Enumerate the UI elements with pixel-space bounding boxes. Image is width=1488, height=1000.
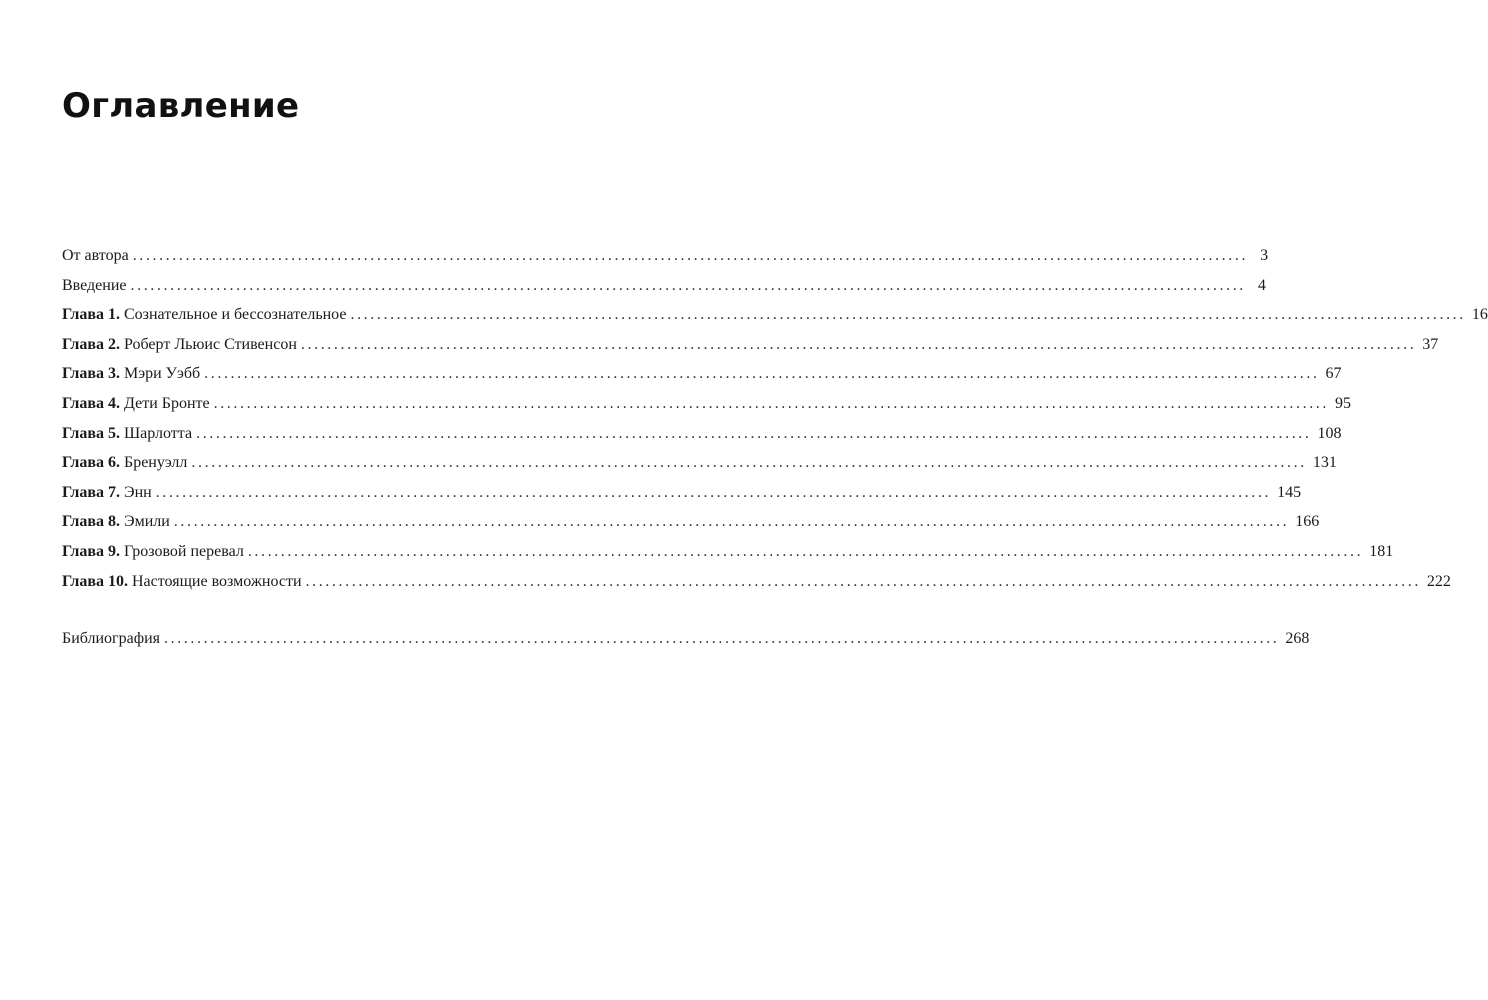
toc-entry-label: От автора — [62, 247, 129, 264]
toc-entry-chapter-9[interactable] — [62, 537, 1394, 567]
chapter-title: Эмили — [124, 513, 170, 531]
toc-page-number: 37 — [1422, 335, 1439, 353]
toc-entry-chapter-8[interactable] — [62, 507, 1320, 537]
toc-entry-label — [62, 300, 346, 330]
toc-entry-label — [62, 507, 170, 537]
toc-page-number: 181 — [1369, 542, 1394, 560]
toc-page-number: 166 — [1295, 513, 1320, 531]
toc-page-number: 145 — [1277, 483, 1302, 501]
chapter-title: Сознательное и бессознательное — [124, 306, 347, 324]
toc-page-number: 67 — [1325, 365, 1342, 383]
toc-page-number: 268 — [1285, 630, 1310, 648]
dot-leader: ......................................................................................................................................................................... — [196, 424, 1312, 442]
toc-entry-chapter-2[interactable] — [62, 330, 1439, 360]
chapter-number: Глава 4. — [62, 394, 120, 412]
chapter-title: Роберт Льюис Стивенсон — [124, 335, 297, 353]
chapter-title: Шарлотта — [124, 424, 193, 442]
chapter-number: Глава 6. — [62, 454, 120, 472]
dot-leader: ......................................................................................................................................................................... — [213, 394, 1330, 412]
toc-page-number: 131 — [1312, 454, 1337, 472]
toc-entry-introduction[interactable] — [62, 271, 1266, 301]
toc-entry-from-author[interactable] — [62, 241, 1269, 271]
toc-entry-label — [62, 448, 187, 478]
chapter-title: Настоящие возможности — [132, 572, 302, 590]
chapter-number: Глава 8. — [62, 513, 120, 531]
toc-page-number: 4 — [1257, 276, 1266, 294]
chapter-title: Бренуэлл — [124, 454, 188, 472]
dot-leader: ......................................................................................................................................................................... — [350, 306, 1466, 324]
toc-entry-label — [62, 478, 152, 508]
chapter-title: Энн — [124, 483, 152, 501]
toc-entry-label — [62, 419, 192, 449]
chapter-number: Глава 1. — [62, 306, 120, 324]
dot-leader: ......................................................................................................................................................................... — [191, 454, 1307, 472]
dot-leader: ......................................................................................................................................................................... — [130, 276, 1246, 294]
toc-entry-label — [62, 389, 210, 419]
chapter-number: Глава 10. — [62, 572, 128, 590]
chapter-title: Грозовой перевал — [124, 542, 244, 560]
toc-entry-chapter-4[interactable] — [62, 389, 1352, 419]
toc-entry-label — [62, 567, 302, 597]
chapter-title: Мэри Уэбб — [124, 365, 201, 383]
chapter-number: Глава 3. — [62, 365, 120, 383]
dot-leader: ......................................................................................................................................................................... — [155, 483, 1272, 501]
toc-entry-label — [62, 330, 297, 360]
chapter-number: Глава 9. — [62, 542, 120, 560]
toc-entry-label: Введение — [62, 276, 127, 294]
dot-leader: ......................................................................................................................................................................... — [300, 335, 1417, 353]
toc-page-number: 222 — [1426, 572, 1451, 590]
toc-entry-chapter-1[interactable] — [62, 300, 1488, 330]
page-title: Оглавление — [62, 86, 300, 126]
toc-entry-chapter-6[interactable] — [62, 448, 1337, 478]
chapter-number: Глава 5. — [62, 424, 120, 442]
toc-page-number: 95 — [1335, 394, 1352, 412]
toc-page-number: 16 — [1471, 306, 1488, 324]
dot-leader: ......................................................................................................................................................................... — [305, 572, 1421, 590]
dot-leader: ......................................................................................................................................................................... — [247, 542, 1364, 560]
toc-entry-chapter-10[interactable] — [62, 567, 1451, 597]
toc-entry-chapter-3[interactable] — [62, 359, 1342, 389]
toc-entry-label: Библиография — [62, 630, 160, 648]
dot-leader: ......................................................................................................................................................................... — [204, 365, 1320, 383]
table-of-contents — [62, 241, 1488, 654]
toc-entry-label — [62, 359, 200, 389]
toc-page-number: 3 — [1260, 247, 1269, 264]
dot-leader: ......................................................................................................................................................................... — [173, 513, 1290, 531]
toc-entry-chapter-5[interactable] — [62, 419, 1342, 449]
toc-entry-chapter-7[interactable] — [62, 478, 1302, 508]
chapter-number: Глава 2. — [62, 335, 120, 353]
chapter-title: Дети Бронте — [124, 394, 210, 412]
toc-entry-bibliography[interactable] — [62, 624, 1310, 654]
toc-entry-label — [62, 537, 244, 567]
dot-leader: ......................................................................................................................................................................... — [164, 630, 1280, 648]
dot-leader: ......................................................................................................................................................................... — [132, 247, 1249, 264]
toc-page-number: 108 — [1317, 424, 1342, 442]
chapter-number: Глава 7. — [62, 483, 120, 501]
